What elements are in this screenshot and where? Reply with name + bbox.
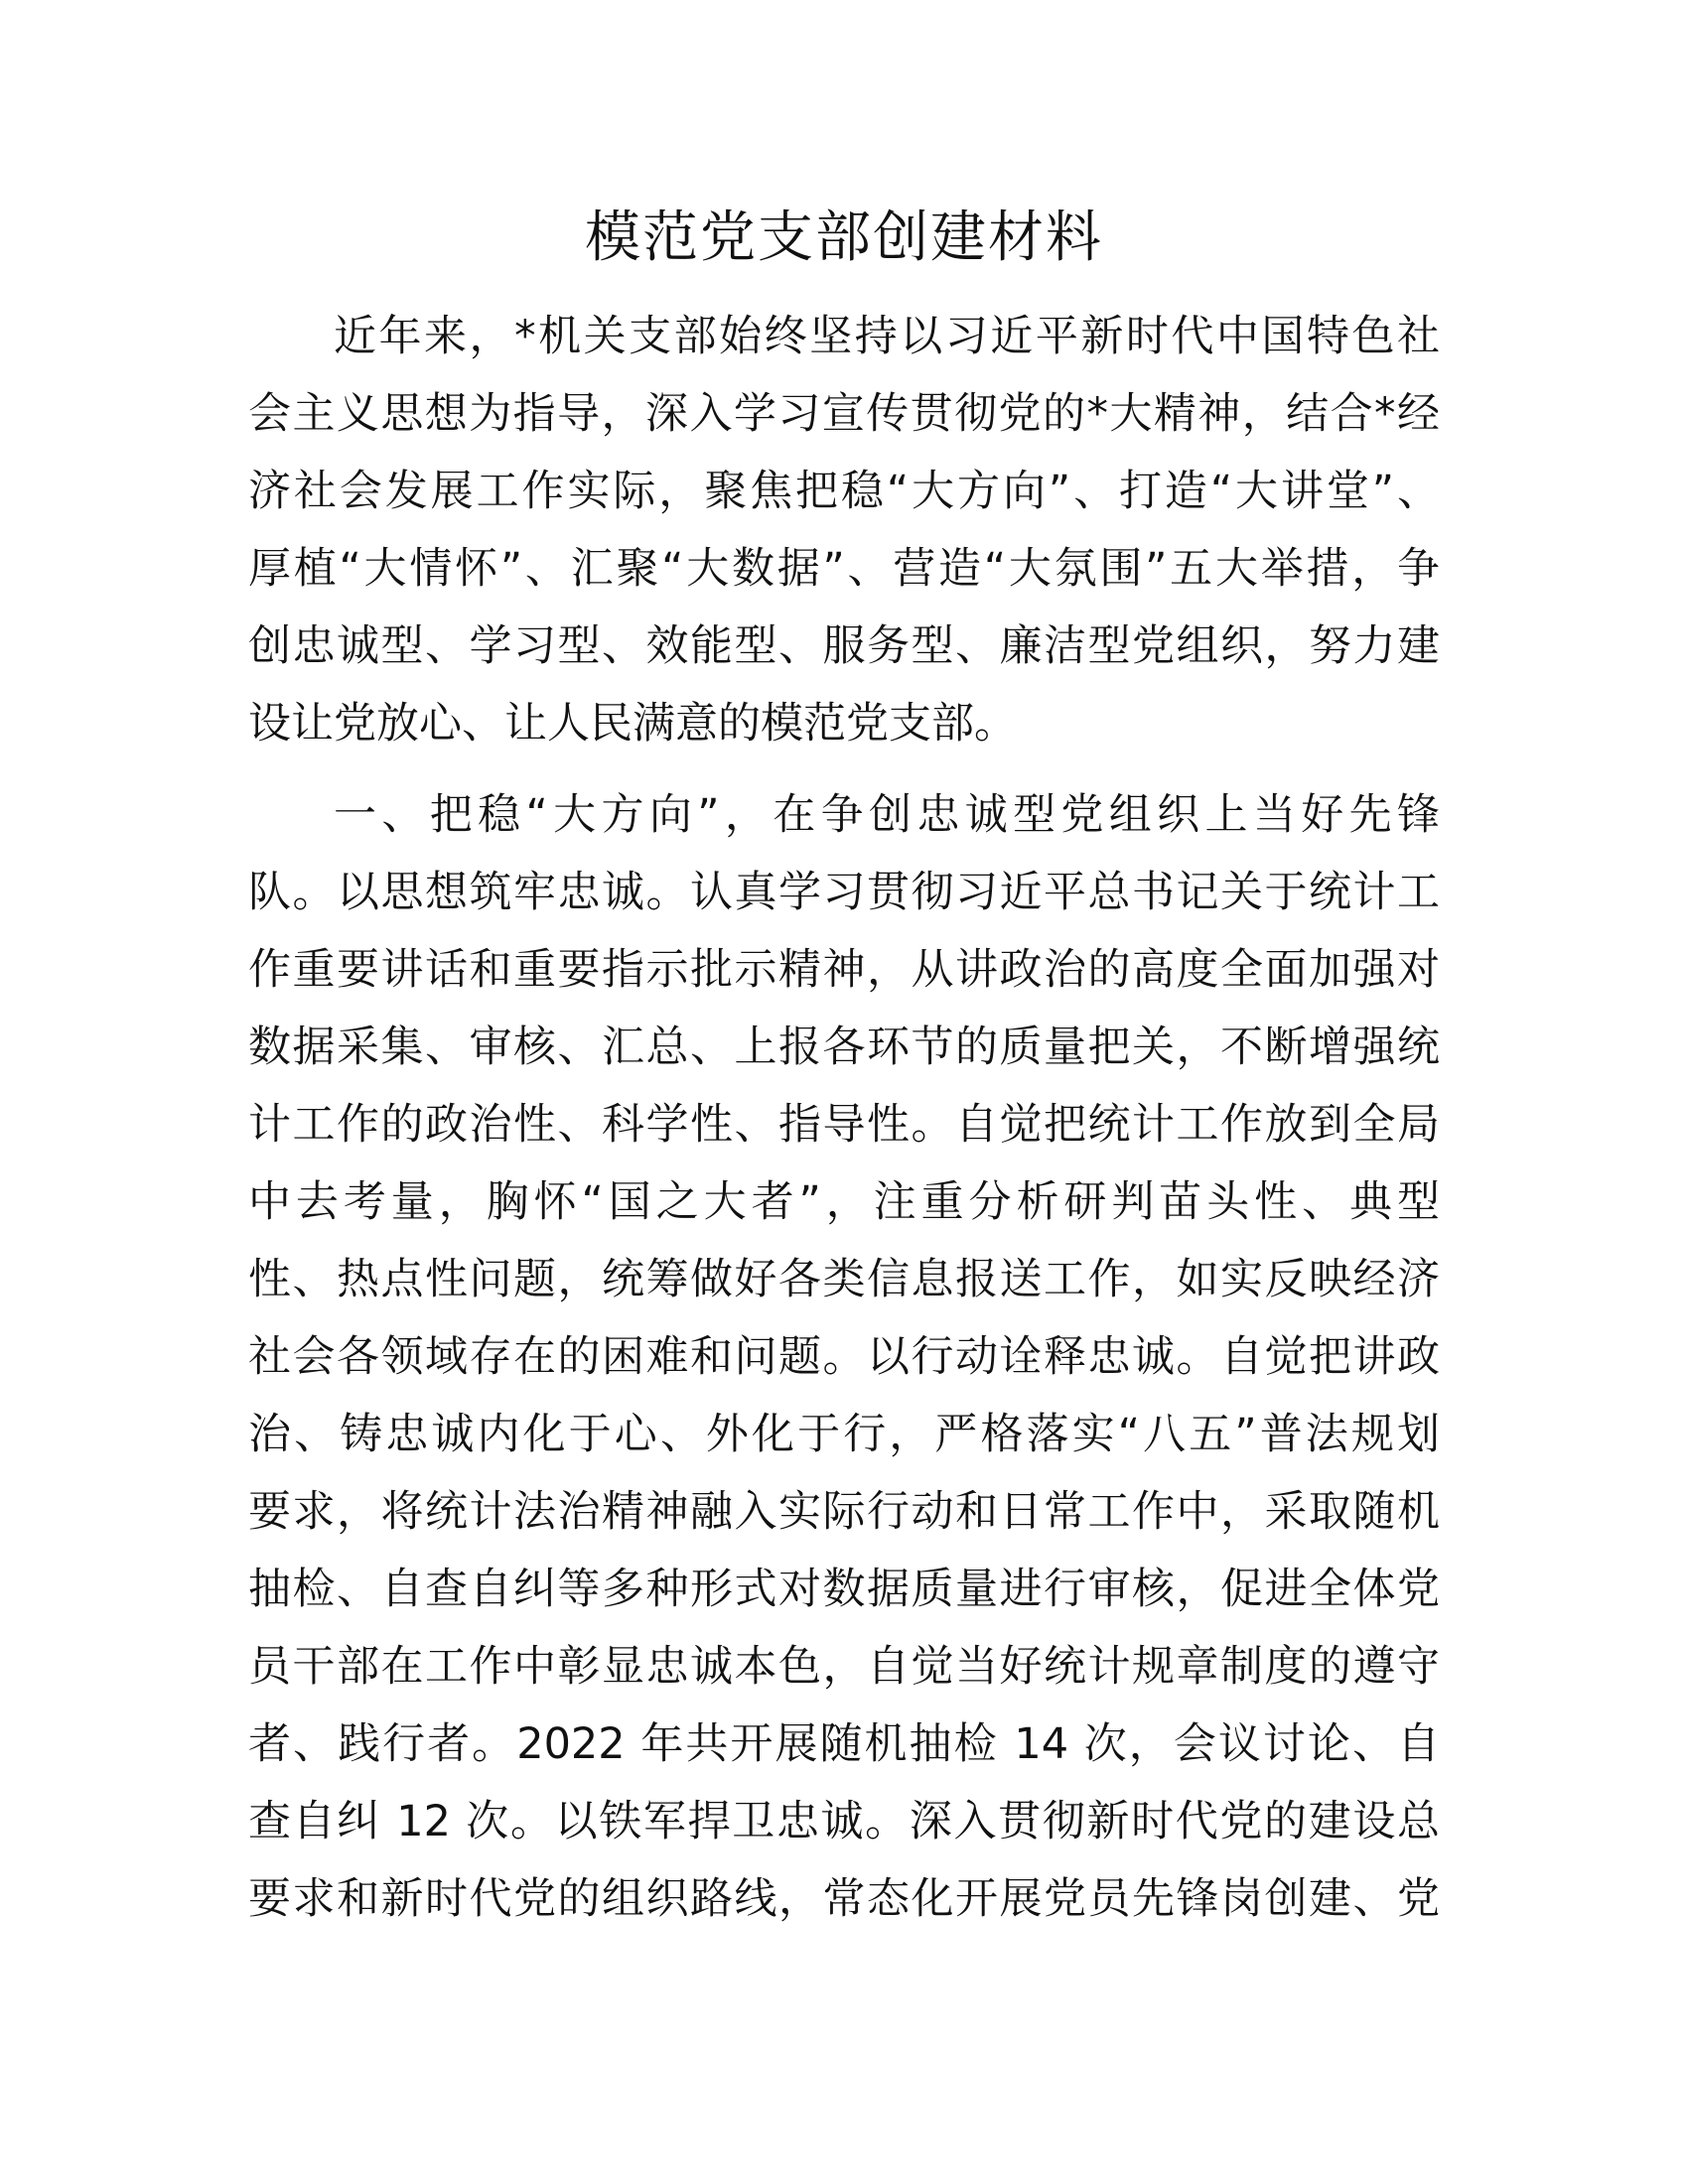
text-line: 作重要讲话和重要指示批示精神，从讲政治的高度全面加强对	[248, 945, 1440, 995]
text-line: 员干部在工作中彰显忠诚本色，自觉当好统计规章制度的遵守	[248, 1642, 1440, 1692]
text-line: 创忠诚型、学习型、效能型、服务型、廉洁型党组织，努力建	[248, 621, 1440, 671]
text-line: 一、把稳“大方向”，在争创忠诚型党组织上当好先锋	[334, 790, 1440, 840]
text-line: 队。以思想筑牢忠诚。认真学习贯彻习近平总书记关于统计工	[248, 868, 1440, 917]
text-line: 近年来，*机关支部始终坚持以习近平新时代中国特色社	[334, 312, 1440, 361]
page-title: 模范党支部创建材料	[585, 205, 1103, 270]
text-line: 数据采集、审核、汇总、上报各环节的质量把关，不断增强统	[248, 1023, 1440, 1072]
paragraph-gap	[248, 762, 1440, 776]
text-line: 中去考量，胸怀“国之大者”，注重分析研判苗头性、典型	[248, 1177, 1440, 1227]
text-line: 治、铸忠诚内化于心、外化于行，严格落实“八五”普法规划	[248, 1410, 1440, 1459]
text-line: 要求和新时代党的组织路线，常态化开展党员先锋岗创建、党	[248, 1874, 1440, 1924]
paragraph-intro	[248, 298, 1440, 762]
document-body	[248, 298, 1440, 1938]
text-line: 性、热点性问题，统筹做好各类信息报送工作，如实反映经济	[248, 1255, 1440, 1304]
text-line: 会主义思想为指导，深入学习宣传贯彻党的*大精神，结合*经	[248, 389, 1440, 439]
paragraph-section-one	[248, 776, 1440, 1938]
text-line: 济社会发展工作实际，聚焦把稳“大方向”、打造“大讲堂”、	[248, 467, 1440, 516]
text-line: 者、践行者。2022 年共开展随机抽检 14 次，会议讨论、自	[248, 1719, 1440, 1769]
text-line: 社会各领域存在的困难和问题。以行动诠释忠诚。自觉把讲政	[248, 1332, 1440, 1382]
text-line: 查自纠 12 次。以铁军捍卫忠诚。深入贯彻新时代党的建设总	[248, 1797, 1440, 1846]
text-line: 设让党放心、让人民满意的模范党支部。	[248, 699, 1017, 749]
text-line: 要求，将统计法治精神融入实际行动和日常工作中，采取随机	[248, 1487, 1440, 1537]
text-line: 计工作的政治性、科学性、指导性。自觉把统计工作放到全局	[248, 1100, 1440, 1150]
text-line: 抽检、自查自纠等多种形式对数据质量进行审核，促进全体党	[248, 1565, 1440, 1614]
text-line: 厚植“大情怀”、汇聚“大数据”、营造“大氛围”五大举措，争	[248, 544, 1440, 594]
